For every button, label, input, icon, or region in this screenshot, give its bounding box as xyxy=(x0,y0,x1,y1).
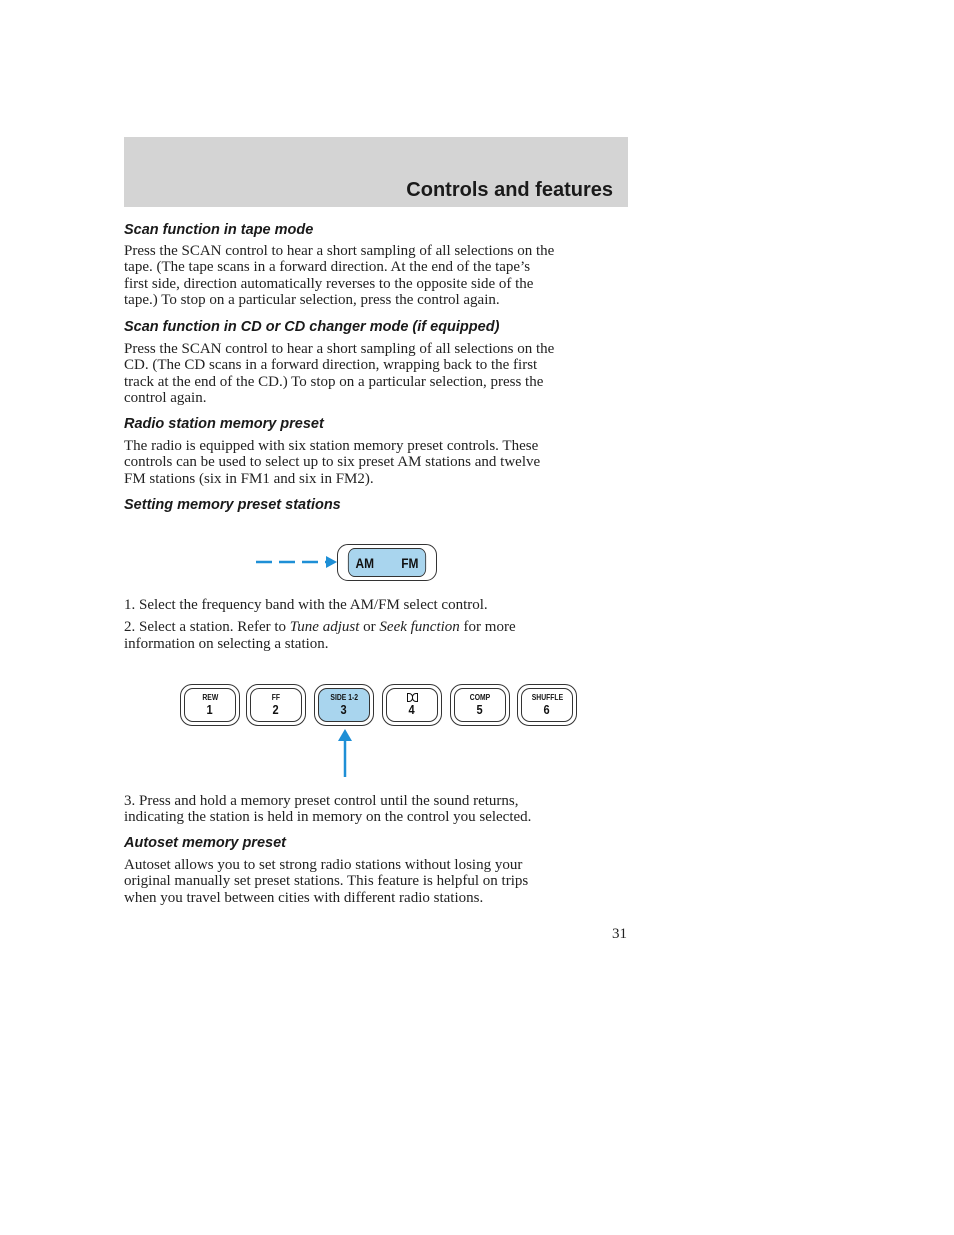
text-line: controls can be used to select up to six preset AM stations and twelve xyxy=(124,454,541,471)
text-line: 3. Press and hold a memory preset control until the sound returns, xyxy=(124,793,519,809)
ref-seek-function: Seek function xyxy=(379,619,460,636)
heading-scan-cd: Scan function in CD or CD changer mode (if equipped) xyxy=(124,319,500,335)
heading-autoset: Autoset memory preset xyxy=(124,835,286,851)
section-memory-preset xyxy=(124,415,624,487)
text-line: tape.) To stop on a particular selection, press the control again. xyxy=(124,291,500,308)
preset-label: COMP xyxy=(469,693,491,702)
text-line: first side, direction automatically reverses to the opposite side of the xyxy=(124,275,534,292)
preset-button-3[interactable] xyxy=(314,684,374,726)
text-line: FM stations (six in FM1 and six in FM2). xyxy=(124,470,374,487)
preset-label: SIDE 1-2 xyxy=(330,693,358,702)
step-2-prefix: 2. Select a station. Refer to xyxy=(124,619,290,636)
step-2-text xyxy=(124,619,624,635)
heading-setting-preset: Setting memory preset stations xyxy=(124,497,341,513)
page-number: 31 xyxy=(612,926,627,942)
am-fm-select-face xyxy=(348,548,426,577)
am-fm-select-button[interactable] xyxy=(337,544,437,581)
section-setting-preset xyxy=(124,496,624,514)
step-2-line2: information on selecting a station. xyxy=(124,635,329,652)
step-1-text: 1. Select the frequency band with the AM/FM select control. xyxy=(124,597,488,613)
text-line: original manually set preset stations. This feature is helpful on trips xyxy=(124,873,529,890)
section-scan-tape xyxy=(124,221,624,308)
preset-label: REW xyxy=(202,693,218,702)
preset-button-2[interactable] xyxy=(246,684,306,726)
step-2-mid: or xyxy=(359,619,380,636)
up-arrow-icon xyxy=(335,728,355,778)
heading-scan-tape: Scan function in tape mode xyxy=(124,222,314,238)
text-line: tape. (The tape scans in a forward direction. At the end of the tape’s xyxy=(124,259,531,276)
ref-tune-adjust: Tune adjust xyxy=(289,619,360,636)
preset-number: 3 xyxy=(340,702,348,717)
text-line: indicating the station is held in memory on the control you selected. xyxy=(124,809,532,826)
preset-button-6[interactable] xyxy=(517,684,577,726)
am-label: AM xyxy=(355,554,375,571)
text-line: Press the SCAN control to hear a short sampling of all selections on the xyxy=(124,243,555,259)
fm-label: FM xyxy=(401,554,419,571)
heading-memory-preset: Radio station memory preset xyxy=(124,416,324,432)
preset-label: FF xyxy=(271,693,281,702)
page-section-title: Controls and features xyxy=(406,179,613,201)
preset-number: 5 xyxy=(476,702,484,717)
preset-button-4[interactable] xyxy=(382,684,442,726)
preset-label: SHUFFLE xyxy=(531,693,563,702)
steps-1-2 xyxy=(124,597,624,652)
text-line: when you travel between cities with different radio stations. xyxy=(124,889,484,906)
preset-button-5[interactable] xyxy=(450,684,510,726)
text-line: track at the end of the CD.) To stop on a particular selection, press the xyxy=(124,373,544,390)
preset-button-1[interactable] xyxy=(180,684,240,726)
text-line: Autoset allows you to set strong radio stations without losing your xyxy=(124,857,523,873)
preset-number: 4 xyxy=(408,702,416,717)
step-2-suffix: for more xyxy=(459,619,516,636)
preset-number: 2 xyxy=(272,702,280,717)
preset-number: 6 xyxy=(543,702,551,717)
section-autoset xyxy=(124,834,624,906)
step-3 xyxy=(124,793,624,826)
dashed-arrow-icon xyxy=(250,553,340,573)
section-header xyxy=(124,137,628,207)
text-line: Press the SCAN control to hear a short sampling of all selections on the xyxy=(124,341,555,357)
text-line: CD. (The CD scans in a forward direction, wrapping back to the first xyxy=(124,357,538,374)
text-line: control again. xyxy=(124,389,207,406)
section-scan-cd xyxy=(124,318,624,406)
dolby-icon xyxy=(407,693,418,701)
preset-number: 1 xyxy=(206,702,214,717)
text-line: The radio is equipped with six station memory preset controls. These xyxy=(124,438,539,454)
